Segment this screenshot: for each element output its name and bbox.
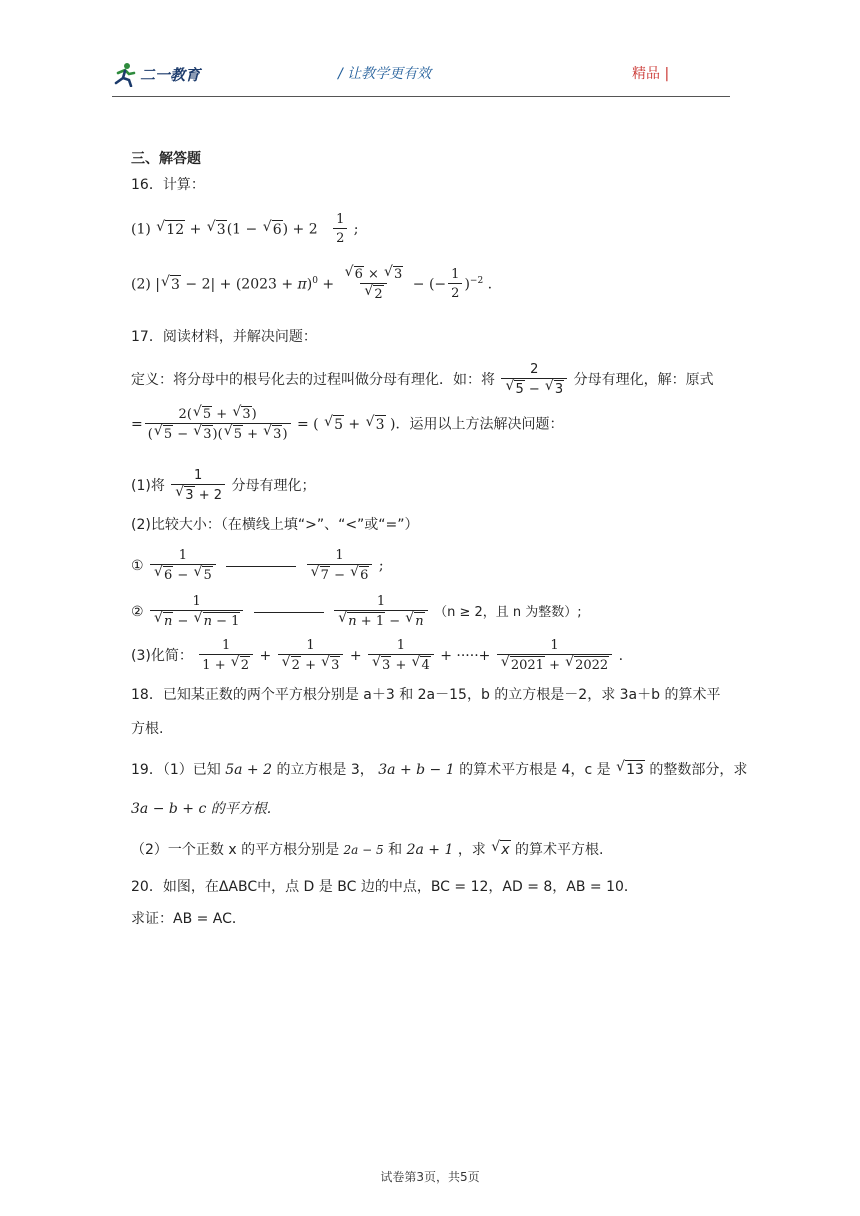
q20-line1: 20．如图，在ΔABC中，点 D 是 BC 边的中点，BC = 12，AD = 8，AB = 10． (131, 879, 638, 895)
q19-sqrt-x: √ x (500, 840, 510, 861)
q17-part3: (3)化简： $\frac{1}{1 + √ 2}$ + 1 √ 2 + √ 3 + 1 √ 3 + √ 4 + ·····+ 1 √ 2021 + √ 2022 . (131, 638, 623, 674)
q17-part2-ii: ② 1 √ n − √ n − 1 1 √ n + 1 − √ n （n ≥ 2，且 n 为整数）; (131, 594, 582, 630)
q19-line3 (131, 840, 603, 861)
q19-line1 (131, 760, 747, 781)
q17-stem: 17．阅读材料，并解决问题： (131, 329, 317, 345)
q17-p3-label: (3)化简： (131, 648, 193, 664)
q17-definition: 定义：将分母中的根号化去的过程叫做分母有理化．如：将 2 √ 5 − √ 3 分母有理化，解：原式 (131, 362, 714, 398)
q18-line1: 18．已知某正数的两个平方根分别是 a＋3 和 2a－15，b 的立方根是－2，求 3a＋b 的算术平 (131, 687, 721, 703)
q19-p2-expr-1: 2a − 5 (343, 843, 384, 857)
q19-expr-2: 3a + b − 1 (378, 762, 455, 778)
logo (112, 60, 200, 88)
header-badge: 精品 | (632, 66, 670, 82)
header-slogan: / 让教学更有效 (338, 66, 432, 82)
q17-part2-i: ① 1 √ 6 − √ 5 1 √ 7 − √ 6 ; (131, 548, 384, 584)
q17-p1-text-b: 分母有理化； (231, 478, 316, 494)
q19-sqrt-13: √ 13 (625, 760, 645, 781)
q17-part2: (2)比较大小：（在横线上填“>”、“<”或“=”） (131, 517, 419, 533)
q19-p2-text-e: ，求 (457, 842, 486, 858)
q18-line2: 方根. (131, 721, 164, 737)
q19-line2: 3a − b + c 的平方根. (131, 801, 272, 817)
section-title: 三、解答题 (131, 151, 201, 167)
q16-part1: (1) √ 12 + √ 3(1 − √ 6) + 2 $\frac{1}{2}$ ; (131, 212, 359, 247)
q19-expr-1: 5a + 2 (225, 762, 272, 778)
q17-definition-result: = $\frac{2(√ 5 + √ 3)}{(√ 5 - √ 3)(√ 5 + √ 3)}$ = ( √ 5 + √ 3 )．运用以上方法解决问题： (131, 406, 563, 443)
q19-text-c: 的立方根是 3， (276, 762, 374, 778)
q19-p2-text-a: （2）一个正数 x 的平方根分别是 (131, 842, 340, 858)
runner-logo-icon (112, 61, 138, 87)
q19-text-e: 的算术平方根是 4，c 是 (459, 762, 611, 778)
q16-p2-label: (2) (131, 276, 151, 293)
answer-blank-2[interactable] (254, 612, 324, 613)
q17-def-text-c: ．运用以上方法解决问题： (395, 416, 564, 433)
q17-def-text-a: 定义：将分母中的根号化去的过程叫做分母有理化．如：将 (131, 372, 495, 388)
q17-p3-dots: + ·····+ (440, 648, 491, 664)
header-divider (112, 96, 730, 97)
q16-part2: (2) |√ $3 - 2| + (2023 + \pi)^0$ + √ 6 × √ 3 √ 2 − (− $\frac{1}{2}$ )$^{-2}$ . (131, 266, 492, 303)
q19-p2-text-g: 的算术平方根. (515, 842, 604, 858)
q19-p2-expr-2: 2a + 1 (406, 842, 454, 858)
q19-text-a: 19．（1）已知 (131, 762, 221, 778)
logo-text: 二一教育 (140, 65, 201, 84)
q17-p2-ii-label: ② (131, 604, 144, 620)
q17-def-text-b: 分母有理化，解：原式 (573, 372, 714, 388)
q17-p2-i-label: ① (131, 558, 144, 574)
q19-p2-text-c: 和 (388, 842, 403, 858)
q16-p1-label: (1) (131, 221, 151, 238)
page-header (112, 56, 730, 96)
q17-p1-text-a: (1)将 (131, 478, 165, 494)
page-footer: 试卷第3页，共5页 (380, 1170, 480, 1184)
q17-part1: (1)将 1 √ 3 + 2 分母有理化； (131, 468, 315, 504)
answer-blank-1[interactable] (226, 566, 296, 567)
q20-line2: 求证：AB = AC． (131, 911, 246, 927)
q16-stem: 16．计算： (131, 177, 205, 193)
q19-text-g: 的整数部分，求 (649, 762, 748, 778)
q17-p2-ii-condition: （n ≥ 2，且 n 为整数）; (434, 605, 582, 620)
